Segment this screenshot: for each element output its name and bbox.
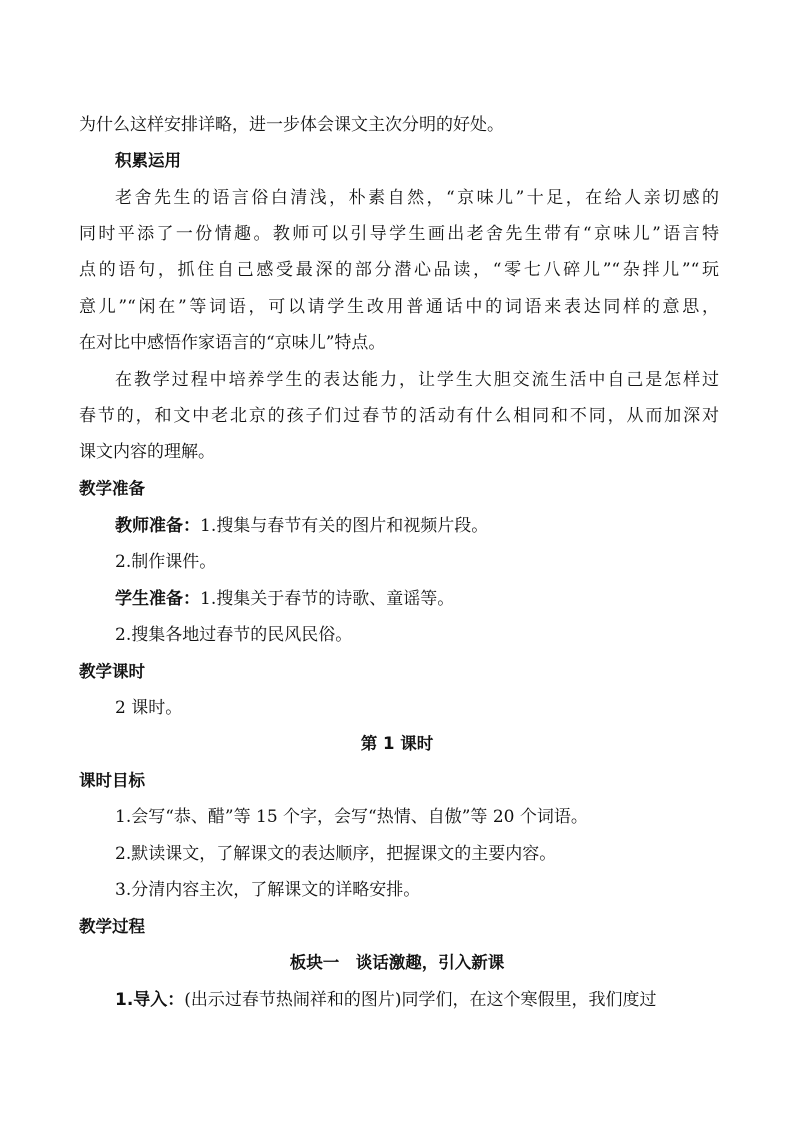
goal-item-1: 1.会写“恭、醋”等 15 个字，会写“热情、自傲”等 20 个词语。	[115, 807, 588, 827]
teacher-prep	[115, 515, 719, 537]
heading-jiaoxue-keshi: 教学课时	[79, 662, 145, 681]
paragraph-laoshe-line-1: 老舍先生的语言俗白清浅，朴素自然，“京味儿”十足，在给人亲切感的	[115, 188, 719, 208]
student-prep-label: 学生准备：	[115, 589, 200, 609]
teacher-prep-item-2: 2.制作课件。	[115, 552, 217, 572]
paragraph-laoshe-line-5: 在对比中感悟作家语言的“京味儿”特点。	[79, 333, 386, 353]
paragraph-intro: 为什么这样安排详略，进一步体会课文主次分明的好处。	[79, 115, 504, 135]
teacher-prep-label: 教师准备：	[115, 516, 200, 536]
paragraph-laoshe-line-2: 同时平添了一份情趣。教师可以引导学生画出老舍先生带有“京味儿”语言特	[79, 224, 719, 244]
step-1	[115, 989, 719, 1011]
paragraph-laoshe-line-3: 点的语句，抓住自己感受最深的部分潜心品读，“零七八碎儿”“杂拌儿”“玩	[79, 260, 719, 280]
keshi-value: 2 课时。	[115, 698, 183, 718]
heading-jilei-yunyong: 积累运用	[115, 151, 181, 170]
student-prep	[115, 588, 719, 610]
step-1-text: (出示过春节热闹祥和的图片)同学们，在这个寒假里，我们度过	[184, 990, 657, 1010]
paragraph-laoshe-line-4: 意儿”“闲在”等词语，可以请学生改用普通话中的词语来表达同样的意思，	[79, 297, 719, 317]
heading-keshi-mubiao: 课时目标	[79, 771, 145, 790]
section-1-title: 板块一 谈话激趣，引入新课	[289, 953, 505, 972]
goal-item-3: 3.分清内容主次，了解课文的详略安排。	[115, 880, 421, 900]
goal-item-2: 2.默读课文，了解课文的表达顺序，把握课文的主要内容。	[115, 844, 557, 864]
heading-jiaoxue-guocheng: 教学过程	[79, 917, 145, 936]
student-prep-item-1: 1.搜集关于春节的诗歌、童谣等。	[200, 589, 455, 609]
student-prep-item-2: 2.搜集各地过春节的民风民俗。	[115, 625, 353, 645]
paragraph-biaoda-line-1: 在教学过程中培养学生的表达能力，让学生大胆交流生活中自己是怎样过	[115, 370, 719, 390]
paragraph-biaoda-line-3: 课文内容的理解。	[79, 442, 215, 462]
heading-jiaoxue-zhunbei: 教学准备	[79, 479, 145, 498]
lesson-title: 第 1 课时	[360, 734, 434, 753]
step-1-label: 1.导入：	[115, 990, 185, 1010]
teacher-prep-item-1: 1.搜集与春节有关的图片和视频片段。	[200, 516, 489, 536]
paragraph-biaoda-line-2: 春节的，和文中老北京的孩子们过春节的活动有什么相同和不同，从而加深对	[79, 406, 719, 426]
